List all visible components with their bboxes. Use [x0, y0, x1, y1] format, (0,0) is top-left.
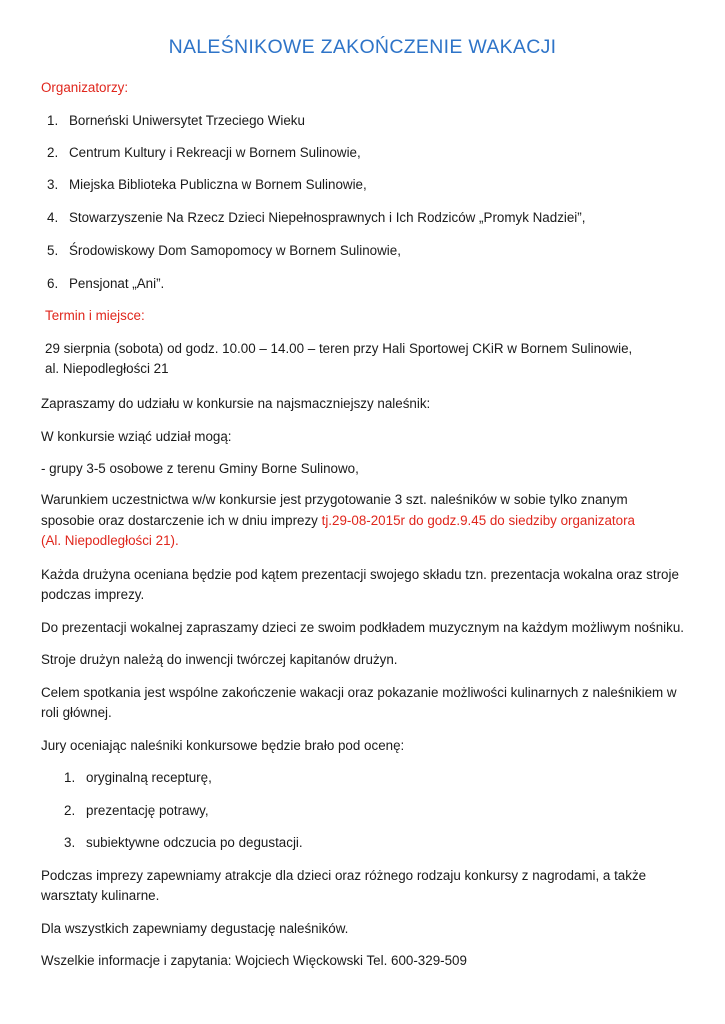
organizer-number: 5. — [47, 243, 59, 258]
jury-text: oryginalną recepturę, — [86, 770, 212, 785]
organizer-item — [47, 145, 361, 160]
organizer-text: Pensjonat „Ani”. — [69, 276, 165, 291]
organizer-text: Stowarzyszenie Na Rzecz Dzieci Niepełnosprawnych i Ich Rodziców „Promyk Nadziei”, — [69, 210, 586, 225]
jury-item — [64, 770, 212, 785]
organizer-item — [47, 177, 367, 192]
organizer-number: 4. — [47, 210, 59, 225]
goal-line: roli głównej. — [41, 705, 112, 720]
jury-number: 3. — [64, 835, 76, 850]
costumes-text: Stroje drużyn należą do inwencji twórczej kapitanów drużyn. — [41, 652, 398, 667]
groups-text: - grupy 3-5 osobowe z terenu Gminy Borne Sulinowo, — [41, 461, 359, 476]
team-line: podczas imprezy. — [41, 587, 145, 602]
vocal-text: Do prezentacji wokalnej zapraszamy dzieci ze swoim podkładem muzycznym na każdym możliwym nośniku. — [41, 620, 684, 635]
goal-line: Celem spotkania jest wspólne zakończenie wakacji oraz pokazanie możliwości kulinarnych z naleśnikiem w — [41, 685, 677, 700]
attractions-line: Podczas imprezy zapewniamy atrakcje dla dzieci oraz różnego rodzaju konkursy z nagrodami, a także — [41, 868, 647, 883]
contact-text: Wszelkie informacje i zapytania: Wojciech Więckowski Tel. 600-329-509 — [41, 953, 467, 968]
jury-item — [64, 835, 303, 850]
organizer-item — [47, 243, 401, 258]
jury-intro: Jury oceniając naleśniki konkursowe będzie brało pod ocenę: — [41, 738, 405, 753]
condition-line — [41, 513, 635, 528]
organizer-number: 3. — [47, 177, 59, 192]
organizers-heading: Organizatorzy: — [41, 80, 129, 95]
venue-address: al. Niepodległości 21 — [45, 361, 169, 376]
jury-number: 2. — [64, 803, 76, 818]
invite-text: Zapraszamy do udziału w konkursie na najsmaczniejszy naleśnik: — [41, 396, 431, 411]
venue-heading: Termin i miejsce: — [45, 308, 145, 323]
who-can-text: W konkursie wziąć udział mogą: — [41, 429, 232, 444]
page-title: NALEŚNIKOWE ZAKOŃCZENIE WAKACJI — [168, 36, 557, 58]
organizer-item — [47, 113, 305, 128]
organizer-text: Borneński Uniwersytet Trzeciego Wieku — [69, 113, 305, 128]
venue-line: 29 sierpnia (sobota) od godz. 10.00 – 14.00 – teren przy Hali Sportowej CKiR w Bornem Sulinowie, — [45, 341, 633, 356]
attractions-line: warsztaty kulinarne. — [41, 888, 160, 903]
organizer-text: Środowiskowy Dom Samopomocy w Bornem Sulinowie, — [69, 243, 401, 258]
organizer-text: Miejska Biblioteka Publiczna w Bornem Sulinowie, — [69, 177, 367, 192]
condition-line: Warunkiem uczestnictwa w/w konkursie jest przygotowanie 3 szt. naleśników w sobie tylko znanym — [41, 492, 628, 507]
team-line: Każda drużyna oceniana będzie pod kątem prezentacji swojego składu tzn. prezentacja wokalna oraz stroje — [41, 567, 679, 582]
organizer-item — [47, 276, 164, 291]
organizer-item — [47, 210, 585, 225]
organizer-number: 6. — [47, 276, 59, 291]
tasting-text: Dla wszystkich zapewniamy degustację naleśników. — [41, 921, 349, 936]
jury-item — [64, 803, 209, 818]
organizer-text: Centrum Kultury i Rekreacji w Bornem Sulinowie, — [69, 145, 361, 160]
jury-text: subiektywne odczucia po degustacji. — [86, 835, 303, 850]
condition-text: sposobie oraz dostarczenie ich w dniu imprezy — [41, 513, 322, 528]
jury-text: prezentację potrawy, — [86, 803, 209, 818]
organizer-number: 1. — [47, 113, 59, 128]
organizer-number: 2. — [47, 145, 59, 160]
jury-number: 1. — [64, 770, 76, 785]
organizer-address: (Al. Niepodległości 21). — [41, 533, 179, 548]
deadline-text: tj.29-08-2015r do godz.9.45 do siedziby organizatora — [321, 513, 636, 528]
